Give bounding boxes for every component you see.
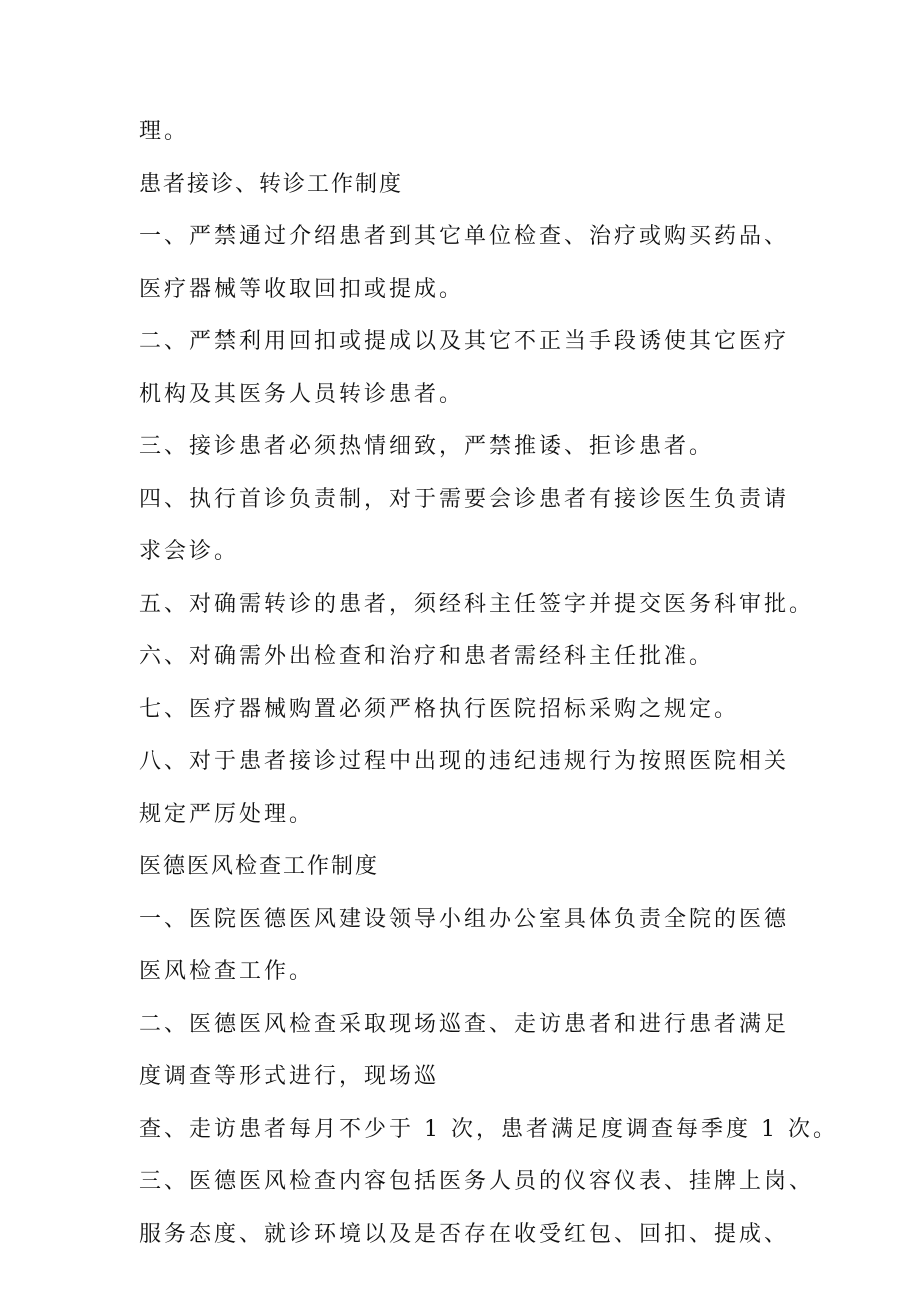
text-line: 一、严禁通过介绍患者到其它单位检查、治疗或购买药品、 [139,224,790,249]
text-line: 理。 [139,119,190,144]
text-line: 医风检查工作。 [139,959,315,984]
text-line: 三、接诊患者必须热情细致，严禁推诿、拒诊患者。 [139,434,715,459]
text-line: 一、医院医德医风建设领导小组办公室具体负责全院的医德 [139,907,790,932]
section-heading: 医德医风检查工作制度 [139,854,380,879]
text-line: 规定严厉处理。 [139,802,315,827]
text-line: 服务态度、就诊环境以及是否存在收受红包、回扣、提成、 [139,1222,790,1247]
text-line: 六、对确需外出检查和治疗和患者需经科主任批准。 [139,644,715,669]
text-line: 机构及其医务人员转诊患者。 [139,382,465,407]
text-line: 五、对确需转诊的患者，须经科主任签字并提交医务科审批。 [139,592,815,617]
text-line: 查、走访患者每月不少于 1 次，患者满足度调查每季度 1 次。 [139,1117,838,1142]
text-line: 七、医疗器械购置必须严格执行医院招标采购之规定。 [139,697,740,722]
text-line: 二、严禁利用回扣或提成以及其它不正当手段诱使其它医疗 [139,329,790,354]
text-line: 医疗器械等收取回扣或提成。 [139,277,465,302]
text-line: 三、医德医风检查内容包括医务人员的仪容仪表、挂牌上岗、 [139,1169,815,1194]
section-heading: 患者接诊、转诊工作制度 [139,172,404,197]
text-line: 八、对于患者接诊过程中出现的违纪违规行为按照医院相关 [139,749,790,774]
text-line: 二、医德医风检查采取现场巡查、走访患者和进行患者满足 [139,1012,790,1037]
text-line: 四、执行首诊负责制，对于需要会诊患者有接诊医生负责请 [139,487,790,512]
text-line: 度调查等形式进行，现场巡 [139,1064,440,1089]
text-line: 求会诊。 [139,539,240,564]
